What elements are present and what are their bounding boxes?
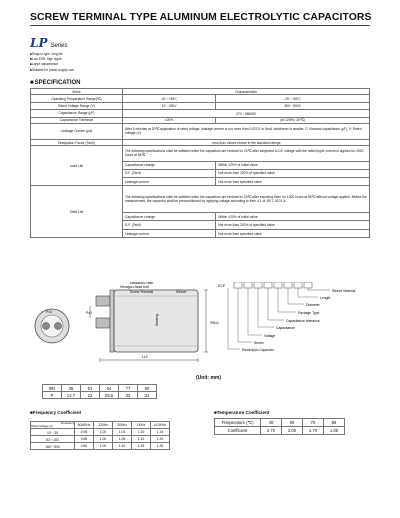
sub-value: Not more than 200% of specified value: [216, 221, 370, 229]
table-cell: P: [43, 392, 62, 399]
spec-value: Less than values shown in the standard ratings: [123, 139, 370, 145]
table-header-cell: 40: [261, 419, 282, 427]
part-label-diameter: Diameter: [306, 303, 320, 307]
spec-item: Shelf Life: [31, 186, 123, 238]
table-row: [31, 443, 170, 450]
table-row: [215, 427, 345, 435]
table-cell: 1.10: [113, 443, 132, 450]
table-cell: 1.05: [113, 436, 132, 443]
row-label: 63～160: [31, 436, 75, 443]
series-code: LP: [30, 36, 48, 50]
table-row: [31, 436, 170, 443]
table-cell: 77: [119, 385, 138, 392]
table-cell: 12.7: [62, 392, 81, 399]
table-cell: 1.70: [303, 427, 324, 435]
spec-value: 10～250V: [123, 102, 216, 109]
unit-label: (Unit: mm): [196, 375, 221, 381]
table-cell: 1.35: [151, 443, 170, 450]
frequency-heading: ■ Frequency Coefficient: [30, 410, 81, 415]
table-cell: 1.04: [113, 429, 132, 436]
table-cell: 0.95: [75, 429, 94, 436]
table-cell: 0.85: [75, 436, 94, 443]
table-row: [31, 102, 370, 109]
part-label-length: Length: [320, 296, 331, 300]
row-label: Coefficient: [215, 427, 261, 435]
table-cell: 1.25: [132, 443, 151, 450]
table-header-cell: 60: [282, 419, 303, 427]
spec-value: The following specifications shall be satisfied when the capacitors are restored to 20℃ after exposing them for 1000 hours at 85℃ without voltage applied. Before the measurement, the capacitor shall be preconditioned by applying voltage according to Item 4.1 of JIS C 5101-4.: [123, 186, 370, 213]
spec-value: -25～+85℃: [216, 95, 370, 102]
hexagon-bolt-label: Hexagon-head bolt: [120, 285, 149, 289]
table-cell: 1.10: [132, 429, 151, 436]
table-row: [215, 419, 345, 427]
spec-value: The following specifications shall be satisfied when the capacitors are restored to 20℃ after subjected to DC voltage with the rated ripple current is applied for 2000 hours at 85℃.: [123, 146, 370, 161]
table-header-cell: 70: [303, 419, 324, 427]
table-header-cell: 85: [324, 419, 345, 427]
table-cell: 22: [81, 392, 100, 399]
temperature-heading: ■ Temperature Coefficient: [214, 410, 269, 415]
part-label-cap-tolerance: Capacitance tolerance: [286, 319, 320, 323]
spec-value: -40～+85℃: [123, 95, 216, 102]
spec-item: Rated Voltage Range (V): [31, 102, 123, 109]
spec-value: (at 120Hz, 20℃): [216, 117, 370, 123]
table-header-cell: 1KHz: [132, 422, 151, 429]
table-cell: 1.00: [94, 436, 113, 443]
corner-bottom-label: Rated Voltage (V): [31, 424, 54, 429]
table-cell: ΦD: [43, 385, 62, 392]
table-cell: 1.15: [151, 429, 170, 436]
feature-item: ■ Snap-in type, long life: [30, 52, 74, 57]
corner-top-label: Frequency: [60, 421, 74, 425]
sub-value: Within ±20% of initial value: [216, 212, 370, 220]
insulation-plate-label: Insulation Plate: [130, 282, 154, 285]
table-header-cell: Characteristics: [123, 89, 370, 95]
table-cell: 1.20: [151, 436, 170, 443]
table-cell: 32: [119, 392, 138, 399]
table-header-cell: Items: [31, 89, 123, 95]
table-row: [31, 123, 370, 139]
feature-item: ■ Low ESR, high ripple: [30, 57, 74, 62]
table-cell: 51: [81, 385, 100, 392]
capacitor-top-view: [35, 309, 69, 343]
table-header-cell: ≥10KHz: [151, 422, 170, 429]
sub-key: Leakage current: [123, 178, 216, 186]
page-title: SCREW TERMINAL TYPE ALUMINUM ELECTROLYTIC CAPACITORS: [30, 12, 372, 23]
sub-key: D.F. (Tanδ): [123, 169, 216, 177]
diameter-label: ΦD±1: [210, 321, 219, 325]
feature-item: ■ Large capacitance: [30, 62, 74, 67]
table-header-cell: Temperature (℃): [215, 419, 261, 427]
table-row: [31, 422, 170, 429]
sub-key: Leakage current: [123, 229, 216, 237]
feature-list: [30, 52, 74, 73]
table-header-cell: 300Hz: [113, 422, 132, 429]
table-cell: 1.00: [324, 427, 345, 435]
sub-key: Capacitance change: [123, 161, 216, 169]
table-cell: 32: [138, 392, 157, 399]
frequency-table: [30, 421, 170, 450]
part-label-voltage: Voltage: [264, 334, 276, 338]
sub-value: Within ±20% of initial value: [216, 161, 370, 169]
spec-item: Load Life: [31, 146, 123, 186]
temperature-table: [214, 418, 345, 435]
part-label-sleeve: Sleeve Material: [332, 289, 356, 293]
spec-value: 270～680000: [123, 110, 370, 117]
specification-heading: ■ SPECIFICATION: [30, 80, 81, 86]
table-cell: 2.70: [261, 427, 282, 435]
pitch-side-label: P±1: [86, 311, 93, 315]
table-row: [31, 95, 370, 102]
series-heading: [30, 36, 67, 50]
specification-table: [30, 88, 370, 238]
table-cell: 90: [138, 385, 157, 392]
marking-label: Marking: [155, 313, 159, 326]
part-number-code: [228, 282, 330, 349]
table-row: [31, 146, 370, 161]
table-header-cell: 120Hz: [94, 422, 113, 429]
spec-item: Leakage Current (μA): [31, 123, 123, 139]
table-row: [31, 110, 370, 117]
part-label-capacitance: Capacitance: [276, 326, 295, 330]
spec-value: After 5 minutes at 20℃ application of rated voltage, leakage current is not more than 0.02CV or 5mA, whichever is smaller. C: Nominal capacitance (μF), V: Rated voltage (V): [123, 123, 370, 139]
sub-value: Not more than specified value: [216, 229, 370, 237]
sub-value: Not more than specified value: [216, 178, 370, 186]
table-row: [31, 186, 370, 213]
table-row: [31, 429, 170, 436]
table-row: [43, 392, 157, 399]
screw-terminal-label: Screw Terminal: [130, 290, 154, 294]
spec-item: Operating Temperature Range(℃): [31, 95, 123, 102]
series-word: Series: [50, 43, 68, 49]
sub-value: Not more than 200% of specified value: [216, 169, 370, 177]
table-row: [43, 385, 157, 392]
table-cell: 28.6: [100, 392, 119, 399]
part-label-package: Package Type: [298, 311, 320, 315]
row-label: 10～35: [31, 429, 75, 436]
spec-item: Dissipation Factor (Tanδ): [31, 139, 123, 145]
table-cell: 1.00: [94, 429, 113, 436]
dimension-table: [42, 384, 157, 399]
table-cell: 1.10: [132, 436, 151, 443]
title-divider: [30, 25, 370, 26]
sub-key: D.F. (Tanδ): [123, 221, 216, 229]
table-cell: 2.00: [282, 427, 303, 435]
table-cell: 0.80: [75, 443, 94, 450]
table-cell: 35: [62, 385, 81, 392]
length-label: L±2: [142, 355, 148, 359]
spec-value: 350～500V: [216, 102, 370, 109]
part-label-series: Series: [254, 341, 264, 345]
row-label: 180～500: [31, 443, 75, 450]
part-label-electrolytic: Electrolytic Capacitor: [242, 348, 274, 352]
sleeve-label: Sleeve: [176, 290, 187, 294]
spec-item: Capacitance Range (μF): [31, 110, 123, 117]
pitch-label: P±1: [46, 310, 53, 314]
capacitor-side-view: [90, 290, 208, 362]
table-cell: 1.00: [94, 443, 113, 450]
table-cell: 64: [100, 385, 119, 392]
feature-item: ■ Suitable for power supply use: [30, 68, 74, 73]
table-header-cell: 50/60Hz: [75, 422, 94, 429]
table-corner-cell: [31, 422, 75, 429]
spec-item: Capacitance Tolerance: [31, 117, 123, 123]
spec-value: ±20%: [123, 117, 216, 123]
sub-key: Capacitance change: [123, 212, 216, 220]
part-prefix: ECP: [218, 284, 225, 288]
